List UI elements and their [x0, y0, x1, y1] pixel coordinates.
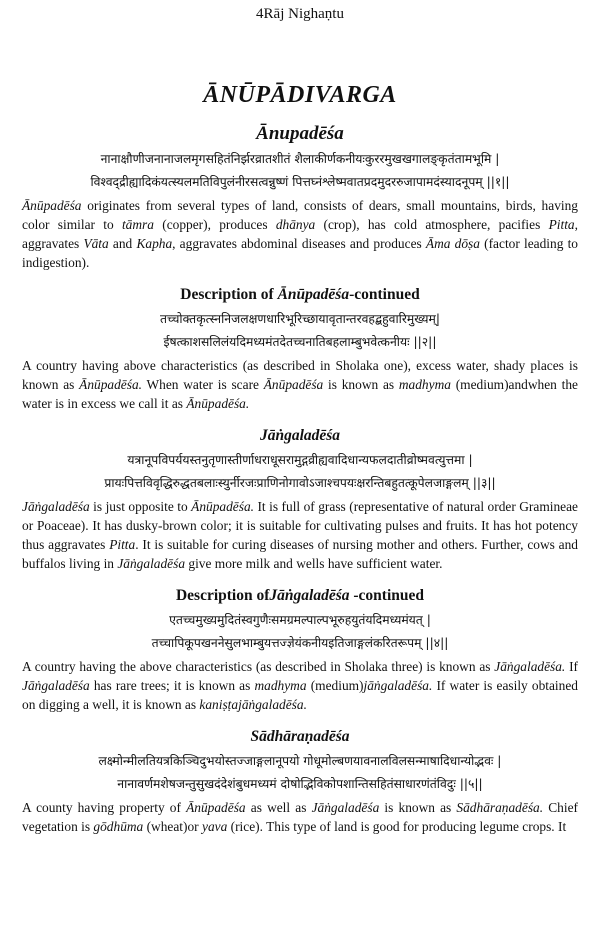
verse-line: यत्रानूपविपर्ययस्तनुतृणास्तीर्णाधराधूसरामुद्गव्रीह्यवादिधान्यफलदातीव्रोष्मवत्युत्तमा | — [127, 453, 473, 467]
text-run: (rice). This type of land is good for producing legume crops. It — [227, 819, 567, 834]
section-heading — [22, 587, 578, 605]
text-run: (factor leading to indigestion). — [22, 236, 579, 270]
translation-paragraph — [22, 497, 578, 573]
verse-line: तच्चोक्तकृत्स्ननिजलक्षणधारिभूरिच्छायावृतान्तरवहद्बहुवारिमुख्यम्| — [159, 312, 441, 326]
translation-paragraph — [22, 657, 578, 714]
text-run: If — [565, 659, 578, 674]
italic-term: Ānūpadēśa. — [191, 499, 254, 514]
heading-term: Sādhāraṇadēśa — [250, 728, 350, 745]
italic-term: Ānūpadēśa. — [79, 377, 142, 392]
italic-term: Sādhāraṇadēśa. — [456, 800, 544, 815]
translation-paragraph — [22, 356, 578, 413]
italic-term: madhyma — [398, 377, 451, 392]
italic-term: Vāta — [83, 236, 109, 251]
text-run: is known as — [379, 800, 457, 815]
text-run: , aggravates — [22, 217, 578, 251]
italic-term: Ānūpadēśa — [22, 198, 82, 213]
verse-line: विश्वद्द्रीह्यादिकंयत्स्यलमतिविपुलंनीरसत्वन्नुष्णं पित्तघ्नंश्लेष्मवातप्रदमुदररुजापामदंस्यादनूपम् ||१|| — [90, 175, 510, 189]
text-run: (medium) — [306, 678, 364, 693]
text-run: , aggravates abdominal diseases and produces — [172, 236, 426, 251]
text-run: has rare trees; it is known as — [89, 678, 255, 693]
section-jangaladesa-continued — [22, 587, 578, 714]
italic-term: Jāṅgaladēśa — [22, 678, 90, 693]
section-heading — [22, 728, 578, 746]
heading-prefix: Description of — [180, 286, 278, 303]
italic-term: Ānūpadēśa. — [186, 396, 250, 411]
running-head: 4Rāj Nighaṇtu — [256, 6, 344, 22]
italic-term: dhānya — [275, 217, 316, 232]
text-run: (medium)andwhen the water is in excess we call it as — [22, 377, 578, 411]
text-run: give more milk and wells have sufficient water. — [185, 556, 443, 571]
italic-term: Ānūpadēśa — [186, 800, 246, 815]
section-anupadesa-continued — [22, 286, 578, 413]
text-run: is just opposite to — [89, 499, 192, 514]
verse-line: प्रायःपित्तविवृद्धिरुद्धतबलाःस्युर्नीरजःप्राणिनोगावोऽजाश्चपयःक्षरन्तिबहुतत्कूपेलजाङ्गलम् ||३|| — [104, 476, 496, 490]
section-anupadesa — [22, 123, 578, 272]
italic-term: kaniṣṭajāṅgaladēśa. — [199, 697, 307, 712]
text-run: A county having property of — [22, 800, 187, 815]
text-run: is known as — [323, 377, 399, 392]
text-run: It is full of grass (representative of natural order Gramineae or Poaceae). It has dusky-brown color; it is suitable for cultivating pulses and fruits. It has hot potency thus aggravates — [22, 499, 578, 552]
italic-term: Āma dōṣa — [425, 236, 480, 251]
italic-term: jāṅgaladēśa. — [363, 678, 433, 693]
heading-term: Ānūpadēśa — [277, 286, 350, 303]
text-run: Chief vegetation is — [22, 800, 578, 834]
verse-line: तच्चापिकूपखननेसुलभाम्बुयत्तज्ज्ञेयंकनीयइतिजाङ्गलंकरितरूपम् ||४|| — [151, 636, 449, 650]
heading-suffix: -continued — [349, 587, 424, 604]
verse-line: ईषत्काशसलिलंयदिमध्यमंतदेतच्चनातिबहलाम्बुभवेत्कनीयः ||२|| — [163, 335, 437, 349]
verse-line: नानाक्षौणीजनानाजलमृगसहितंनिर्झरव्रातशीतं शैलाकीर्णकनीयःकुररमुखखगालङ्कृतंतामभूमि | — [100, 152, 500, 166]
text-run: When water is scare — [142, 377, 264, 392]
italic-term: Jāṅgaladēśa — [22, 499, 90, 514]
text-run: . It is suitable for curing diseases of nursing mother and others. Further, cows and buffalos living in — [22, 537, 578, 571]
text-run: A country having above characteristics (as described in Sholaka one), excess water, shady places is known as — [22, 358, 578, 392]
section-heading — [22, 427, 578, 445]
text-run: (wheat)or — [143, 819, 202, 834]
italic-term: tāmra — [121, 217, 154, 232]
text-run: (crop), has cold atmosphere, pacifies — [315, 217, 549, 232]
italic-term: yava — [202, 819, 228, 834]
text-run: and — [108, 236, 137, 251]
text-run: A country having the above characteristics (as described in Sholaka three) is known as — [22, 659, 495, 674]
section-heading: Ānupadēśa — [256, 123, 344, 144]
italic-term: Jāṅgaladēśa — [311, 800, 380, 815]
heading-term: Jāṅgaladēśa — [259, 427, 341, 444]
heading-prefix: Description of — [175, 587, 270, 604]
heading-suffix: -continued — [349, 286, 420, 303]
text-run: If water is easily obtained on digging a well, it is known as — [22, 678, 578, 712]
section-sadharanadesa — [22, 728, 578, 836]
italic-term: madhyma — [254, 678, 307, 693]
translation-paragraph — [22, 196, 578, 272]
italic-term: Jāṅgaladēśa. — [494, 659, 566, 674]
text-run: (copper), produces — [153, 217, 276, 232]
italic-term: Kapha — [136, 236, 173, 251]
italic-term: Jāṅgaladēśa — [117, 556, 186, 571]
text-run: as well as — [245, 800, 312, 815]
verse-line: लक्ष्मोन्मीलतियत्रकिञ्चिदुभयोस्तज्जाङ्गलानूपयो गोधूमोल्बणयावनालविलसन्माषादिधान्योद्भवः | — [98, 754, 502, 768]
italic-term: Pitta — [548, 217, 575, 232]
section-jangaladesa — [22, 427, 578, 573]
section-heading — [22, 286, 578, 304]
translation-paragraph — [22, 798, 578, 836]
verse-line: नानावर्णमशेषजन्तुसुखदंदेशंबुधमध्यमं दोषोद्भिविकोपशान्तिसहितंसाधारणंतंविदुः ||५|| — [117, 777, 483, 791]
text-run: originates from several types of land, consists of dears, small mountains, birds, having color similar to — [22, 198, 578, 232]
italic-term: gōdhūma — [93, 819, 144, 834]
heading-term: Jāṅgaladēśa — [269, 587, 350, 604]
italic-term: Ānūpadēśa — [263, 377, 324, 392]
chapter-title: ĀNŪPĀDIVARGA — [203, 82, 397, 108]
verse-line: एतच्चमुख्यमुदितंस्वगुणैःसमग्रमल्पाल्पभूरुहयुतंयदिमध्यमंयत् | — [169, 613, 431, 627]
italic-term: Pitta — [109, 537, 136, 552]
